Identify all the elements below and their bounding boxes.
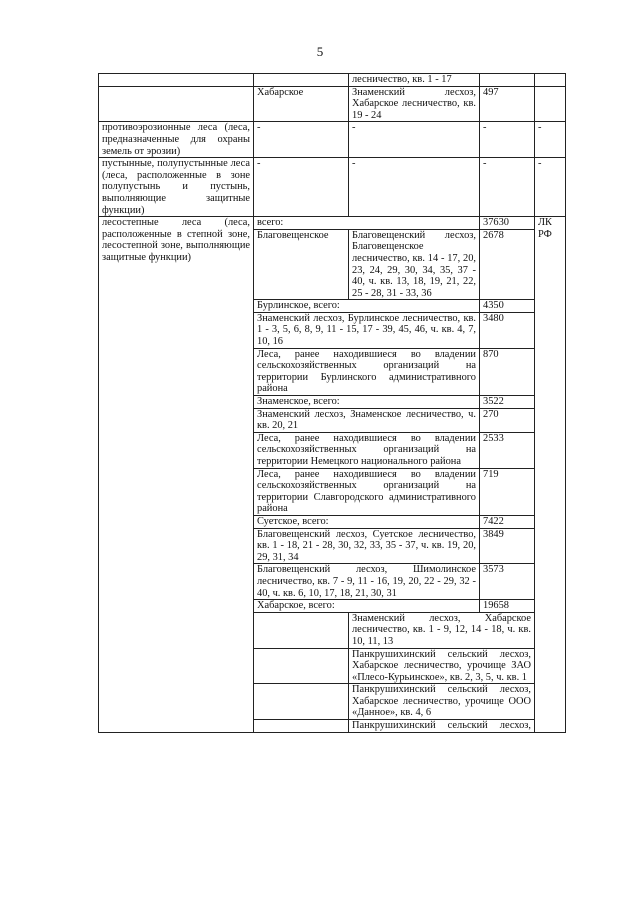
table-row [99,86,566,122]
area-cell: 497 [480,86,535,122]
area-cell: 270 [480,408,535,432]
category-cell: противоэрозионные леса (леса, предназначенные для охраны земель от эрозии) [99,122,254,158]
area-cell: 2533 [480,432,535,468]
total-label-cell: всего: [254,217,480,230]
area-cell: 3522 [480,396,535,409]
desc-cell: Благовещенский лесхоз, Суетское лесничество, кв. 1 - 18, 21 - 28, 30, 32, 33, 35 - 37, ч. кв. 19, 20, 29, 31, 34 [254,528,480,564]
dash-cell: - [535,158,566,217]
desc-cell: Знаменский лесхоз, Хабарское лесничество, кв. 19 - 24 [349,86,480,122]
area-cell: 7422 [480,515,535,528]
desc-cell: Благовещенский лесхоз, Шимолинское лесничество, кв. 7 - 9, 11 - 16, 19, 20, 22 - 29, 32 - 40, ч. кв. 6, 10, 17, 18, 21, 30, 31 [254,564,480,600]
subtotal-label-cell: Бурлинское, всего: [254,300,480,313]
dash-cell: - [480,158,535,217]
desc-cell: Панкрушихинский сельский лесхоз, Хабарское лесничество, урочище ЗАО «Плесо-Курьинское», кв. 2, 3, 5, ч. кв. 1 [349,648,535,684]
category-cell: пустынные, полупустынные леса (леса, расположенные в зоне полупустынь и пустынь, выполняющие защитные функции) [99,158,254,217]
desc-cell: лесничество, кв. 1 - 17 [349,74,480,87]
subtotal-label-cell: Знаменское, всего: [254,396,480,409]
area-cell: 2678 [480,229,535,300]
desc-cell: Панкрушихинский сельский лесхоз, Хабарское лесничество, урочище ООО «Данное», кв. 4, 6 [349,684,535,720]
area-cell: 4350 [480,300,535,313]
region-cell: Хабарское [254,86,349,122]
desc-cell: Знаменский лесхоз, Знаменское лесничество, ч. кв. 20, 21 [254,408,480,432]
area-cell: 19658 [480,600,535,613]
basis-cell: ЛК РФ [535,217,566,733]
table-row [99,122,566,158]
desc-cell: Панкрушихинский сельский лесхоз, [349,720,535,733]
subtotal-label-cell: Суетское, всего: [254,515,480,528]
dash-cell: - [349,122,480,158]
page-number: 5 [316,44,324,59]
dash-cell: - [349,158,480,217]
dash-cell: - [254,122,349,158]
table-row [99,217,566,230]
area-cell: 3480 [480,312,535,348]
dash-cell: - [254,158,349,217]
desc-cell: Леса, ранее находившиеся во владении сельскохозяйственных организаций на территории Бурлинского административного района [254,348,480,395]
table-row [99,74,566,87]
desc-cell: Благовещенский лесхоз, Благовещенское лесничество, кв. 14 - 17, 20, 23, 24, 29, 30, 34, 35, 37 - 40, ч. кв. 13, 18, 19, 21, 22, 25 - 28, 31 - 33, 36 [349,229,480,300]
desc-cell: Знаменский лесхоз, Хабарское лесничество, кв. 1 - 9, 12, 14 - 18, ч. кв. 10, 11, 13 [349,612,535,648]
subtotal-label-cell: Хабарское, всего: [254,600,480,613]
area-cell: 37630 [480,217,535,230]
category-cell: лесостепные леса (леса, расположенные в степной зоне, лесостепной зоне, выполняющие защитные функции) [99,217,254,733]
region-cell: Благовещенское [254,229,349,300]
desc-cell: Леса, ранее находившиеся во владении сельскохозяйственных организаций на территории Славгородского административного района [254,468,480,515]
area-cell: 3573 [480,564,535,600]
desc-cell: Знаменский лесхоз, Бурлинское лесничество, кв. 1 - 3, 5, 6, 8, 9, 11 - 15, 17 - 39, 45, 46, ч. кв. 4, 7, 10, 16 [254,312,480,348]
dash-cell: - [480,122,535,158]
forest-table [98,73,566,733]
area-cell: 719 [480,468,535,515]
table-row [99,158,566,217]
desc-cell: Леса, ранее находившиеся во владении сельскохозяйственных организаций на территории Немецкого национального района [254,432,480,468]
area-cell: 3849 [480,528,535,564]
dash-cell: - [535,122,566,158]
area-cell: 870 [480,348,535,395]
